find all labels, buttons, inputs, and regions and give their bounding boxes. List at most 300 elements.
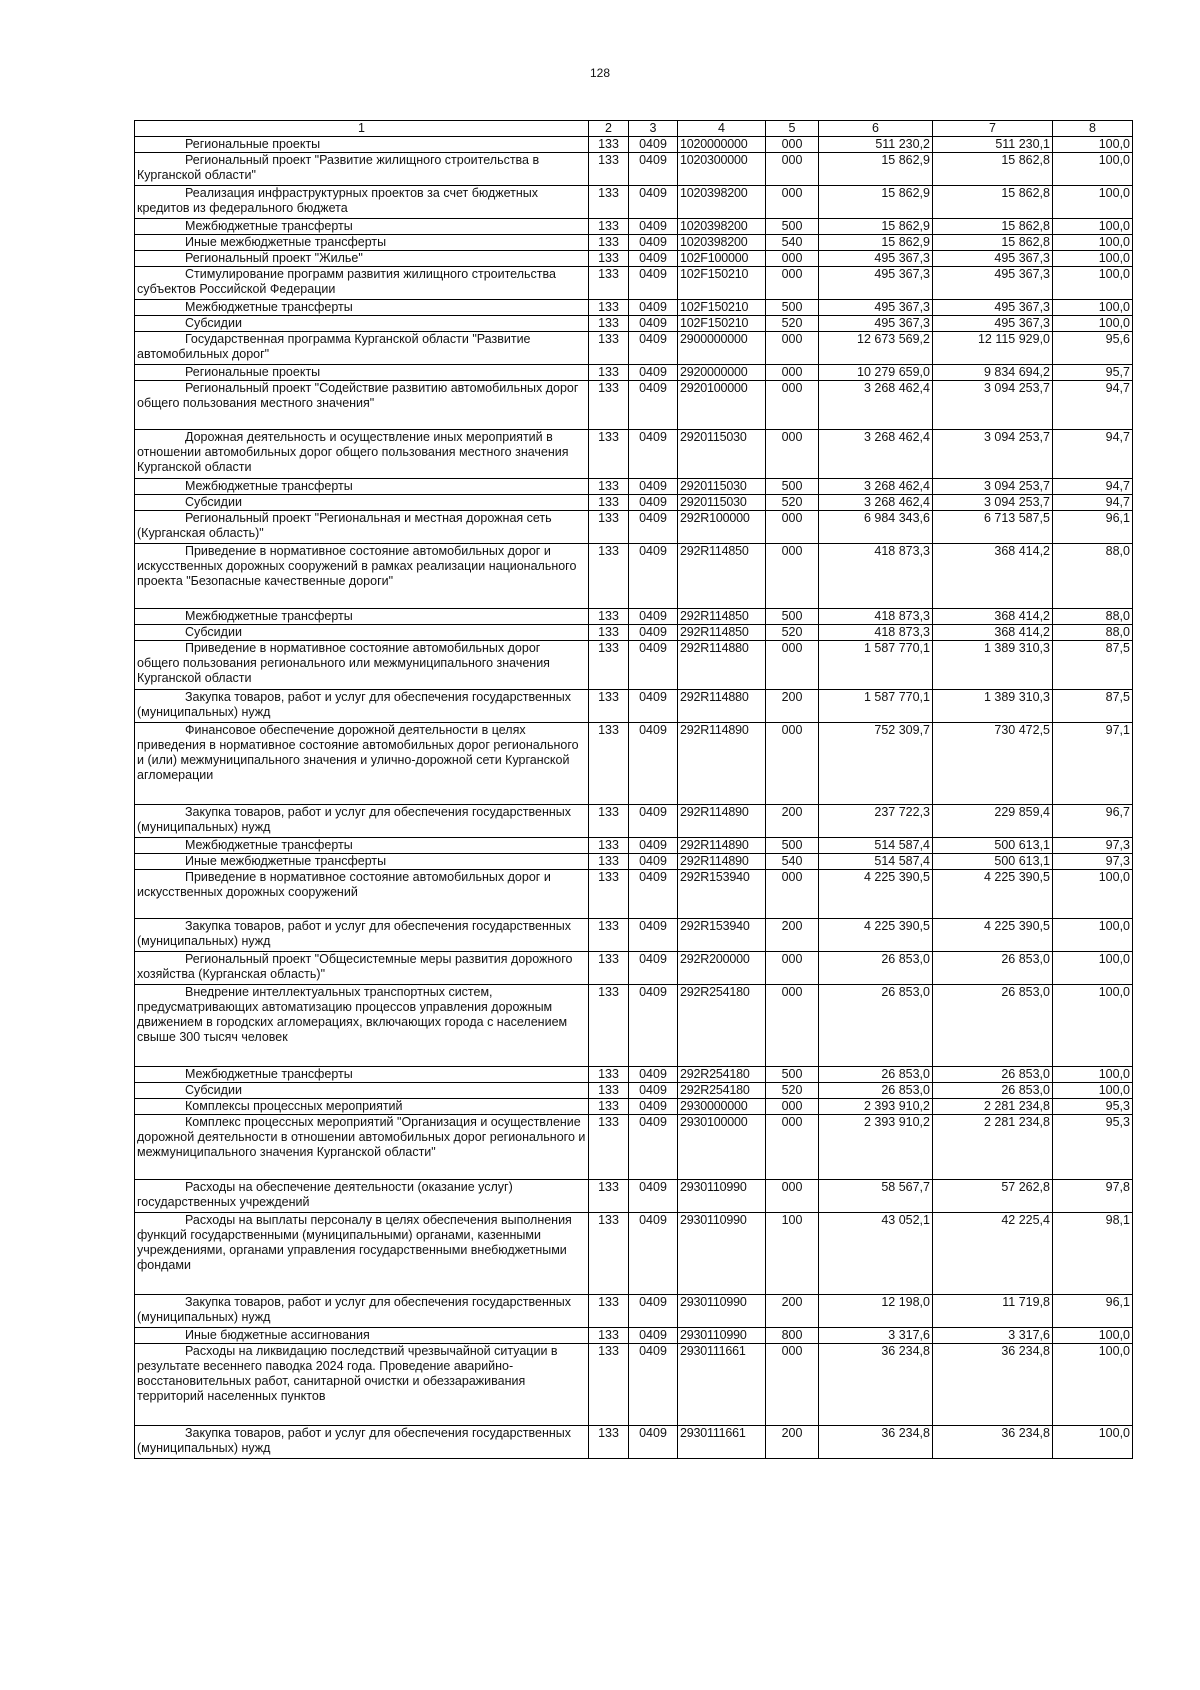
table-row (135, 805, 1133, 838)
ministry-code-cell: 133 (589, 153, 629, 186)
target-article-code-cell: 2920115030 (678, 479, 766, 495)
planned-amount-cell: 514 587,4 (819, 838, 933, 854)
executed-amount-cell: 15 862,8 (933, 235, 1053, 251)
execution-percent-cell: 94,7 (1053, 479, 1133, 495)
expense-type-code-cell: 200 (766, 690, 819, 723)
ministry-code-cell: 133 (589, 1067, 629, 1083)
planned-amount-cell: 15 862,9 (819, 219, 933, 235)
table-row (135, 381, 1133, 430)
item-name-cell: Внедрение интеллектуальных транспортных систем, предусматривающих автоматизацию процессов управления дорожным движением в городских агломерациях, включающих города с населением свыше 300 тысяч человек (135, 985, 589, 1067)
header-col-4: 4 (678, 121, 766, 137)
planned-amount-cell: 418 873,3 (819, 609, 933, 625)
planned-amount-cell: 26 853,0 (819, 952, 933, 985)
executed-amount-cell: 3 317,6 (933, 1328, 1053, 1344)
executed-amount-cell: 4 225 390,5 (933, 870, 1053, 919)
execution-percent-cell: 96,7 (1053, 805, 1133, 838)
item-name-cell: Иные межбюджетные трансферты (135, 854, 589, 870)
table-row (135, 479, 1133, 495)
section-code-cell: 0409 (629, 625, 678, 641)
section-code-cell: 0409 (629, 267, 678, 300)
item-name-cell: Расходы на обеспечение деятельности (оказание услуг) государственных учреждений (135, 1180, 589, 1213)
ministry-code-cell: 133 (589, 1099, 629, 1115)
section-code-cell: 0409 (629, 838, 678, 854)
expense-type-code-cell: 000 (766, 1099, 819, 1115)
execution-percent-cell: 88,0 (1053, 625, 1133, 641)
executed-amount-cell: 15 862,8 (933, 219, 1053, 235)
target-article-code-cell: 292R114850 (678, 625, 766, 641)
executed-amount-cell: 26 853,0 (933, 1067, 1053, 1083)
executed-amount-cell: 9 834 694,2 (933, 365, 1053, 381)
expense-type-code-cell: 500 (766, 838, 819, 854)
item-name-cell: Субсидии (135, 316, 589, 332)
ministry-code-cell: 133 (589, 1426, 629, 1459)
section-code-cell: 0409 (629, 1426, 678, 1459)
ministry-code-cell: 133 (589, 186, 629, 219)
ministry-code-cell: 133 (589, 495, 629, 511)
table-row (135, 985, 1133, 1067)
execution-percent-cell: 100,0 (1053, 219, 1133, 235)
executed-amount-cell: 3 094 253,7 (933, 479, 1053, 495)
expense-type-code-cell: 000 (766, 511, 819, 544)
item-name-cell: Закупка товаров, работ и услуг для обеспечения государственных (муниципальных) нужд (135, 690, 589, 723)
ministry-code-cell: 133 (589, 1295, 629, 1328)
target-article-code-cell: 102F150210 (678, 267, 766, 300)
item-name-cell: Приведение в нормативное состояние автомобильных дорог и искусственных дорожных сооружений (135, 870, 589, 919)
target-article-code-cell: 1020000000 (678, 137, 766, 153)
ministry-code-cell: 133 (589, 985, 629, 1067)
planned-amount-cell: 10 279 659,0 (819, 365, 933, 381)
execution-percent-cell: 100,0 (1053, 919, 1133, 952)
execution-percent-cell: 100,0 (1053, 153, 1133, 186)
target-article-code-cell: 2920000000 (678, 365, 766, 381)
planned-amount-cell: 15 862,9 (819, 186, 933, 219)
section-code-cell: 0409 (629, 544, 678, 609)
expense-type-code-cell: 500 (766, 300, 819, 316)
expense-type-code-cell: 000 (766, 952, 819, 985)
ministry-code-cell: 133 (589, 316, 629, 332)
planned-amount-cell: 1 587 770,1 (819, 641, 933, 690)
table-header-row (135, 121, 1133, 137)
item-name-cell: Финансовое обеспечение дорожной деятельности в целях приведения в нормативное состояние автомобильных дорог регионального и (или) межмуниципального значения и улично-дорожной сети Курганской агломерации (135, 723, 589, 805)
planned-amount-cell: 514 587,4 (819, 854, 933, 870)
execution-percent-cell: 97,1 (1053, 723, 1133, 805)
target-article-code-cell: 1020398200 (678, 186, 766, 219)
section-code-cell: 0409 (629, 251, 678, 267)
expense-type-code-cell: 540 (766, 235, 819, 251)
planned-amount-cell: 6 984 343,6 (819, 511, 933, 544)
ministry-code-cell: 133 (589, 952, 629, 985)
planned-amount-cell: 15 862,9 (819, 153, 933, 186)
table-row (135, 1115, 1133, 1180)
table-row (135, 544, 1133, 609)
ministry-code-cell: 133 (589, 479, 629, 495)
target-article-code-cell: 2920115030 (678, 495, 766, 511)
section-code-cell: 0409 (629, 1295, 678, 1328)
execution-percent-cell: 100,0 (1053, 952, 1133, 985)
executed-amount-cell: 6 713 587,5 (933, 511, 1053, 544)
header-col-3: 3 (629, 121, 678, 137)
table-row (135, 1083, 1133, 1099)
target-article-code-cell: 2930111661 (678, 1426, 766, 1459)
execution-percent-cell: 97,8 (1053, 1180, 1133, 1213)
ministry-code-cell: 133 (589, 1083, 629, 1099)
item-name-cell: Межбюджетные трансферты (135, 838, 589, 854)
table-row (135, 300, 1133, 316)
expense-type-code-cell: 000 (766, 985, 819, 1067)
target-article-code-cell: 292R114890 (678, 854, 766, 870)
ministry-code-cell: 133 (589, 805, 629, 838)
execution-percent-cell: 88,0 (1053, 609, 1133, 625)
table-row (135, 219, 1133, 235)
target-article-code-cell: 2930110990 (678, 1180, 766, 1213)
target-article-code-cell: 102F100000 (678, 251, 766, 267)
target-article-code-cell: 102F150210 (678, 300, 766, 316)
ministry-code-cell: 133 (589, 332, 629, 365)
table-row (135, 1344, 1133, 1426)
section-code-cell: 0409 (629, 805, 678, 838)
target-article-code-cell: 292R114880 (678, 690, 766, 723)
planned-amount-cell: 495 367,3 (819, 300, 933, 316)
target-article-code-cell: 2920100000 (678, 381, 766, 430)
item-name-cell: Региональный проект "Развитие жилищного строительства в Курганской области" (135, 153, 589, 186)
target-article-code-cell: 292R254180 (678, 985, 766, 1067)
executed-amount-cell: 4 225 390,5 (933, 919, 1053, 952)
item-name-cell: Региональный проект "Содействие развитию автомобильных дорог общего пользования местного значения" (135, 381, 589, 430)
planned-amount-cell: 3 317,6 (819, 1328, 933, 1344)
item-name-cell: Региональный проект "Жилье" (135, 251, 589, 267)
item-name-cell: Региональный проект "Общесистемные меры развития дорожного хозяйства (Курганская область)" (135, 952, 589, 985)
ministry-code-cell: 133 (589, 870, 629, 919)
item-name-cell: Региональный проект "Региональная и местная дорожная сеть (Курганская область)" (135, 511, 589, 544)
ministry-code-cell: 133 (589, 854, 629, 870)
ministry-code-cell: 133 (589, 919, 629, 952)
section-code-cell: 0409 (629, 235, 678, 251)
ministry-code-cell: 133 (589, 300, 629, 316)
target-article-code-cell: 292R114850 (678, 609, 766, 625)
execution-percent-cell: 100,0 (1053, 267, 1133, 300)
ministry-code-cell: 133 (589, 1115, 629, 1180)
executed-amount-cell: 57 262,8 (933, 1180, 1053, 1213)
expense-type-code-cell: 000 (766, 365, 819, 381)
executed-amount-cell: 511 230,1 (933, 137, 1053, 153)
target-article-code-cell: 292R114850 (678, 544, 766, 609)
ministry-code-cell: 133 (589, 723, 629, 805)
item-name-cell: Реализация инфраструктурных проектов за счет бюджетных кредитов из федерального бюджета (135, 186, 589, 219)
target-article-code-cell: 2900000000 (678, 332, 766, 365)
item-name-cell: Иные бюджетные ассигнования (135, 1328, 589, 1344)
expense-type-code-cell: 200 (766, 1295, 819, 1328)
planned-amount-cell: 36 234,8 (819, 1426, 933, 1459)
execution-percent-cell: 96,1 (1053, 511, 1133, 544)
table-row (135, 495, 1133, 511)
section-code-cell: 0409 (629, 1180, 678, 1213)
planned-amount-cell: 2 393 910,2 (819, 1099, 933, 1115)
target-article-code-cell: 2930110990 (678, 1328, 766, 1344)
planned-amount-cell: 4 225 390,5 (819, 870, 933, 919)
expense-type-code-cell: 000 (766, 544, 819, 609)
executed-amount-cell: 495 367,3 (933, 300, 1053, 316)
ministry-code-cell: 133 (589, 430, 629, 479)
execution-percent-cell: 100,0 (1053, 235, 1133, 251)
planned-amount-cell: 495 367,3 (819, 316, 933, 332)
table-row (135, 186, 1133, 219)
target-article-code-cell: 292R153940 (678, 919, 766, 952)
expense-type-code-cell: 000 (766, 381, 819, 430)
execution-percent-cell: 98,1 (1053, 1213, 1133, 1295)
execution-percent-cell: 95,3 (1053, 1099, 1133, 1115)
item-name-cell: Стимулирование программ развития жилищного строительства субъектов Российской Федерации (135, 267, 589, 300)
ministry-code-cell: 133 (589, 137, 629, 153)
planned-amount-cell: 418 873,3 (819, 625, 933, 641)
table-row (135, 511, 1133, 544)
target-article-code-cell: 2930110990 (678, 1213, 766, 1295)
table-row (135, 1295, 1133, 1328)
ministry-code-cell: 133 (589, 1213, 629, 1295)
planned-amount-cell: 1 587 770,1 (819, 690, 933, 723)
expense-type-code-cell: 000 (766, 641, 819, 690)
table-row (135, 1180, 1133, 1213)
item-name-cell: Иные межбюджетные трансферты (135, 235, 589, 251)
table-row (135, 430, 1133, 479)
target-article-code-cell: 2930100000 (678, 1115, 766, 1180)
planned-amount-cell: 752 309,7 (819, 723, 933, 805)
execution-percent-cell: 97,3 (1053, 854, 1133, 870)
executed-amount-cell: 368 414,2 (933, 625, 1053, 641)
expense-type-code-cell: 000 (766, 153, 819, 186)
target-article-code-cell: 1020300000 (678, 153, 766, 186)
planned-amount-cell: 58 567,7 (819, 1180, 933, 1213)
item-name-cell: Приведение в нормативное состояние автомобильных дорог общего пользования регионального или межмуниципального значения Курганской области (135, 641, 589, 690)
table-row (135, 641, 1133, 690)
table-row (135, 1099, 1133, 1115)
execution-percent-cell: 87,5 (1053, 690, 1133, 723)
budget-table (134, 120, 1133, 1459)
header-col-8: 8 (1053, 121, 1133, 137)
item-name-cell: Комплекс процессных мероприятий "Организация и осуществление дорожной деятельности в отношении автомобильных дорог регионального и межмуниципального значения Курганской области" (135, 1115, 589, 1180)
target-article-code-cell: 2930000000 (678, 1099, 766, 1115)
item-name-cell: Региональные проекты (135, 365, 589, 381)
item-name-cell: Субсидии (135, 1083, 589, 1099)
target-article-code-cell: 292R153940 (678, 870, 766, 919)
item-name-cell: Закупка товаров, работ и услуг для обеспечения государственных (муниципальных) нужд (135, 805, 589, 838)
executed-amount-cell: 229 859,4 (933, 805, 1053, 838)
executed-amount-cell: 2 281 234,8 (933, 1099, 1053, 1115)
ministry-code-cell: 133 (589, 267, 629, 300)
execution-percent-cell: 100,0 (1053, 137, 1133, 153)
planned-amount-cell: 2 393 910,2 (819, 1115, 933, 1180)
expense-type-code-cell: 800 (766, 1328, 819, 1344)
execution-percent-cell: 94,7 (1053, 381, 1133, 430)
planned-amount-cell: 43 052,1 (819, 1213, 933, 1295)
table-row (135, 1426, 1133, 1459)
executed-amount-cell: 26 853,0 (933, 952, 1053, 985)
table-row (135, 919, 1133, 952)
header-col-7: 7 (933, 121, 1053, 137)
expense-type-code-cell: 000 (766, 870, 819, 919)
section-code-cell: 0409 (629, 1115, 678, 1180)
execution-percent-cell: 100,0 (1053, 1083, 1133, 1099)
executed-amount-cell: 42 225,4 (933, 1213, 1053, 1295)
table-row (135, 723, 1133, 805)
target-article-code-cell: 2930111661 (678, 1344, 766, 1426)
expense-type-code-cell: 520 (766, 1083, 819, 1099)
section-code-cell: 0409 (629, 430, 678, 479)
execution-percent-cell: 95,6 (1053, 332, 1133, 365)
item-name-cell: Государственная программа Курганской области "Развитие автомобильных дорог" (135, 332, 589, 365)
expense-type-code-cell: 520 (766, 316, 819, 332)
executed-amount-cell: 1 389 310,3 (933, 690, 1053, 723)
section-code-cell: 0409 (629, 1213, 678, 1295)
table-row (135, 690, 1133, 723)
item-name-cell: Межбюджетные трансферты (135, 1067, 589, 1083)
target-article-code-cell: 292R114880 (678, 641, 766, 690)
ministry-code-cell: 133 (589, 690, 629, 723)
item-name-cell: Дорожная деятельность и осуществление иных мероприятий в отношении автомобильных дорог общего пользования местного значения Курганской области (135, 430, 589, 479)
planned-amount-cell: 36 234,8 (819, 1344, 933, 1426)
ministry-code-cell: 133 (589, 625, 629, 641)
execution-percent-cell: 100,0 (1053, 870, 1133, 919)
page-number: 128 (589, 66, 611, 80)
table-row (135, 153, 1133, 186)
table-body (135, 121, 1133, 1459)
expense-type-code-cell: 000 (766, 430, 819, 479)
section-code-cell: 0409 (629, 723, 678, 805)
ministry-code-cell: 133 (589, 609, 629, 625)
planned-amount-cell: 511 230,2 (819, 137, 933, 153)
item-name-cell: Региональные проекты (135, 137, 589, 153)
table-row (135, 251, 1133, 267)
section-code-cell: 0409 (629, 1328, 678, 1344)
target-article-code-cell: 292R100000 (678, 511, 766, 544)
planned-amount-cell: 3 268 462,4 (819, 430, 933, 479)
expense-type-code-cell: 100 (766, 1213, 819, 1295)
table-row (135, 870, 1133, 919)
expense-type-code-cell: 000 (766, 332, 819, 365)
executed-amount-cell: 2 281 234,8 (933, 1115, 1053, 1180)
execution-percent-cell: 100,0 (1053, 316, 1133, 332)
executed-amount-cell: 36 234,8 (933, 1426, 1053, 1459)
item-name-cell: Межбюджетные трансферты (135, 479, 589, 495)
executed-amount-cell: 500 613,1 (933, 854, 1053, 870)
target-article-code-cell: 2920115030 (678, 430, 766, 479)
executed-amount-cell: 3 094 253,7 (933, 381, 1053, 430)
ministry-code-cell: 133 (589, 544, 629, 609)
item-name-cell: Приведение в нормативное состояние автомобильных дорог и искусственных дорожных сооружений в рамках реализации национального проекта "Безопасные качественные дороги" (135, 544, 589, 609)
item-name-cell: Субсидии (135, 495, 589, 511)
execution-percent-cell: 97,3 (1053, 838, 1133, 854)
section-code-cell: 0409 (629, 153, 678, 186)
section-code-cell: 0409 (629, 919, 678, 952)
section-code-cell: 0409 (629, 854, 678, 870)
section-code-cell: 0409 (629, 870, 678, 919)
ministry-code-cell: 133 (589, 511, 629, 544)
section-code-cell: 0409 (629, 137, 678, 153)
planned-amount-cell: 26 853,0 (819, 1083, 933, 1099)
executed-amount-cell: 15 862,8 (933, 153, 1053, 186)
target-article-code-cell: 2930110990 (678, 1295, 766, 1328)
section-code-cell: 0409 (629, 690, 678, 723)
expense-type-code-cell: 500 (766, 479, 819, 495)
table-row (135, 854, 1133, 870)
executed-amount-cell: 1 389 310,3 (933, 641, 1053, 690)
executed-amount-cell: 3 094 253,7 (933, 495, 1053, 511)
executed-amount-cell: 15 862,8 (933, 186, 1053, 219)
target-article-code-cell: 292R114890 (678, 838, 766, 854)
planned-amount-cell: 26 853,0 (819, 985, 933, 1067)
item-name-cell: Расходы на выплаты персоналу в целях обеспечения выполнения функций государственными (муниципальными) органами, казенными учреждениями, органами управления государственными внебюджетными фондами (135, 1213, 589, 1295)
expense-type-code-cell: 200 (766, 1426, 819, 1459)
target-article-code-cell: 1020398200 (678, 219, 766, 235)
section-code-cell: 0409 (629, 1067, 678, 1083)
target-article-code-cell: 292R200000 (678, 952, 766, 985)
ministry-code-cell: 133 (589, 1344, 629, 1426)
expense-type-code-cell: 500 (766, 1067, 819, 1083)
section-code-cell: 0409 (629, 495, 678, 511)
item-name-cell: Расходы на ликвидацию последствий чрезвычайной ситуации в результате весеннего паводка 2024 года. Проведение аварийно-восстановительных работ, санитарной очистки и обеззараживания территорий населенных пунктов (135, 1344, 589, 1426)
planned-amount-cell: 12 198,0 (819, 1295, 933, 1328)
execution-percent-cell: 94,7 (1053, 430, 1133, 479)
execution-percent-cell: 96,1 (1053, 1295, 1133, 1328)
table-row (135, 609, 1133, 625)
header-col-1: 1 (135, 121, 589, 137)
execution-percent-cell: 100,0 (1053, 251, 1133, 267)
execution-percent-cell: 100,0 (1053, 300, 1133, 316)
expense-type-code-cell: 000 (766, 1180, 819, 1213)
executed-amount-cell: 368 414,2 (933, 609, 1053, 625)
ministry-code-cell: 133 (589, 1328, 629, 1344)
table-row (135, 838, 1133, 854)
executed-amount-cell: 36 234,8 (933, 1344, 1053, 1426)
table-row (135, 137, 1133, 153)
table-row (135, 952, 1133, 985)
expense-type-code-cell: 000 (766, 1115, 819, 1180)
expense-type-code-cell: 200 (766, 919, 819, 952)
section-code-cell: 0409 (629, 316, 678, 332)
planned-amount-cell: 4 225 390,5 (819, 919, 933, 952)
section-code-cell: 0409 (629, 365, 678, 381)
ministry-code-cell: 133 (589, 838, 629, 854)
item-name-cell: Межбюджетные трансферты (135, 300, 589, 316)
execution-percent-cell: 95,7 (1053, 365, 1133, 381)
item-name-cell: Закупка товаров, работ и услуг для обеспечения государственных (муниципальных) нужд (135, 919, 589, 952)
executed-amount-cell: 26 853,0 (933, 985, 1053, 1067)
executed-amount-cell: 12 115 929,0 (933, 332, 1053, 365)
executed-amount-cell: 3 094 253,7 (933, 430, 1053, 479)
executed-amount-cell: 495 367,3 (933, 316, 1053, 332)
section-code-cell: 0409 (629, 300, 678, 316)
expense-type-code-cell: 000 (766, 186, 819, 219)
ministry-code-cell: 133 (589, 219, 629, 235)
section-code-cell: 0409 (629, 332, 678, 365)
item-name-cell: Закупка товаров, работ и услуг для обеспечения государственных (муниципальных) нужд (135, 1426, 589, 1459)
section-code-cell: 0409 (629, 381, 678, 430)
planned-amount-cell: 26 853,0 (819, 1067, 933, 1083)
execution-percent-cell: 94,7 (1053, 495, 1133, 511)
section-code-cell: 0409 (629, 609, 678, 625)
planned-amount-cell: 495 367,3 (819, 251, 933, 267)
executed-amount-cell: 11 719,8 (933, 1295, 1053, 1328)
execution-percent-cell: 100,0 (1053, 985, 1133, 1067)
item-name-cell: Межбюджетные трансферты (135, 219, 589, 235)
target-article-code-cell: 292R254180 (678, 1067, 766, 1083)
expense-type-code-cell: 520 (766, 625, 819, 641)
item-name-cell: Комплексы процессных мероприятий (135, 1099, 589, 1115)
target-article-code-cell: 1020398200 (678, 235, 766, 251)
execution-percent-cell: 100,0 (1053, 186, 1133, 219)
planned-amount-cell: 3 268 462,4 (819, 495, 933, 511)
section-code-cell: 0409 (629, 1083, 678, 1099)
executed-amount-cell: 500 613,1 (933, 838, 1053, 854)
